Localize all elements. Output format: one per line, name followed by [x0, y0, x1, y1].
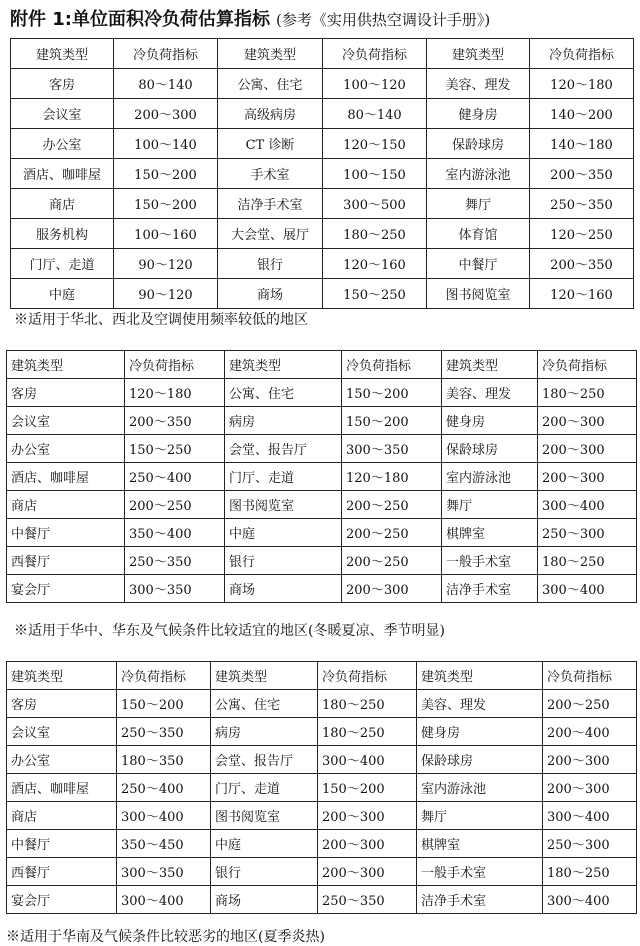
- cooling-load-cell: 300～400: [538, 491, 637, 519]
- cooling-load-cell: 90～120: [114, 249, 218, 279]
- header-cell: 建筑类型: [225, 351, 342, 379]
- cooling-load-cell: 100～140: [114, 129, 218, 159]
- cooling-load-cell: 200～400: [543, 718, 637, 746]
- building-type-cell: 西餐厅: [7, 858, 117, 886]
- building-type-cell: 门厅、走道: [211, 774, 318, 802]
- cooling-load-cell: 350～400: [125, 519, 225, 547]
- building-type-cell: 商场: [218, 279, 323, 309]
- cooling-load-cell: 300～400: [318, 746, 417, 774]
- building-type-cell: 客房: [7, 690, 117, 718]
- cooling-load-cell: 200～300: [318, 802, 417, 830]
- building-type-cell: 宴会厅: [7, 886, 117, 914]
- cooling-load-cell: 140～200: [530, 99, 634, 129]
- cooling-load-cell: 250～350: [125, 547, 225, 575]
- building-type-cell: 商场: [211, 886, 318, 914]
- cooling-load-cell: 250～300: [543, 830, 637, 858]
- cooling-load-table-2: [6, 350, 637, 603]
- cooling-load-cell: 120～160: [530, 279, 634, 309]
- cooling-load-cell: 200～300: [538, 407, 637, 435]
- building-type-cell: 洁净手术室: [417, 886, 543, 914]
- cooling-load-cell: 80～140: [323, 99, 427, 129]
- cooling-load-cell: 180～250: [538, 547, 637, 575]
- building-type-cell: 办公室: [11, 129, 114, 159]
- building-type-cell: 保龄球房: [442, 435, 538, 463]
- table-row: [7, 718, 637, 746]
- building-type-cell: 室内游泳池: [427, 159, 530, 189]
- header-cell: 冷负荷指标: [342, 351, 442, 379]
- header-cell: 建筑类型: [7, 662, 117, 690]
- building-type-cell: 图书阅览室: [211, 802, 318, 830]
- table-row: [7, 802, 637, 830]
- building-type-cell: 银行: [225, 547, 342, 575]
- building-type-cell: 办公室: [7, 746, 117, 774]
- building-type-cell: 客房: [11, 69, 114, 99]
- building-type-cell: 病房: [225, 407, 342, 435]
- building-type-cell: 公寓、住宅: [211, 690, 318, 718]
- table-row: [11, 159, 634, 189]
- cooling-load-cell: 150～200: [342, 379, 442, 407]
- cooling-load-cell: 120～180: [342, 463, 442, 491]
- cooling-load-cell: 200～250: [543, 690, 637, 718]
- building-type-cell: 棋牌室: [417, 830, 543, 858]
- building-type-cell: 美容、理发: [427, 69, 530, 99]
- building-type-cell: 酒店、咖啡屋: [7, 463, 125, 491]
- cooling-load-cell: 150～250: [323, 279, 427, 309]
- header-cell: 冷负荷指标: [114, 39, 218, 69]
- building-type-cell: 美容、理发: [442, 379, 538, 407]
- header-cell: 建筑类型: [442, 351, 538, 379]
- table-row: [7, 746, 637, 774]
- building-type-cell: 中餐厅: [7, 519, 125, 547]
- header-cell: 建筑类型: [218, 39, 323, 69]
- cooling-load-cell: 200～300: [318, 830, 417, 858]
- cooling-load-cell: 300～400: [117, 802, 211, 830]
- building-type-cell: 保龄球房: [427, 129, 530, 159]
- building-type-cell: 门厅、走道: [11, 249, 114, 279]
- cooling-load-cell: 250～350: [318, 886, 417, 914]
- title-main: 附件 1:单位面积冷负荷估算指标: [10, 9, 270, 30]
- cooling-load-cell: 200～300: [538, 463, 637, 491]
- header-cell: 冷负荷指标: [543, 662, 637, 690]
- table-header-row: [7, 351, 637, 379]
- page-title: [10, 6, 635, 34]
- cooling-load-cell: 90～120: [114, 279, 218, 309]
- header-cell: 建筑类型: [417, 662, 543, 690]
- building-type-cell: 棋牌室: [442, 519, 538, 547]
- table-row: [11, 279, 634, 309]
- header-cell: 冷负荷指标: [125, 351, 225, 379]
- cooling-load-cell: 300～400: [117, 886, 211, 914]
- cooling-load-cell: 150～200: [114, 159, 218, 189]
- cooling-load-cell: 200～350: [530, 159, 634, 189]
- cooling-load-cell: 100～160: [114, 219, 218, 249]
- cooling-load-cell: 120～150: [323, 129, 427, 159]
- cooling-load-cell: 100～120: [323, 69, 427, 99]
- cooling-load-cell: 200～250: [125, 491, 225, 519]
- building-type-cell: 酒店、咖啡屋: [11, 159, 114, 189]
- table-row: [11, 249, 634, 279]
- building-type-cell: 会议室: [7, 407, 125, 435]
- cooling-load-cell: 150～200: [117, 690, 211, 718]
- table-3-note: ※适用于华南及气候条件比较恶劣的地区(夏季炎热): [6, 929, 325, 945]
- table-row: [7, 858, 637, 886]
- table-header-row: [11, 39, 634, 69]
- cooling-load-cell: 100～150: [323, 159, 427, 189]
- cooling-load-cell: 150～200: [114, 189, 218, 219]
- building-type-cell: 商场: [225, 575, 342, 603]
- building-type-cell: 一般手术室: [442, 547, 538, 575]
- building-type-cell: 中餐厅: [427, 249, 530, 279]
- cooling-load-cell: 250～350: [117, 718, 211, 746]
- table-row: [7, 830, 637, 858]
- cooling-load-cell: 200～250: [342, 547, 442, 575]
- building-type-cell: 商店: [11, 189, 114, 219]
- table-row: [7, 690, 637, 718]
- header-cell: 冷负荷指标: [530, 39, 634, 69]
- building-type-cell: CT 诊断: [218, 129, 323, 159]
- building-type-cell: 健身房: [417, 718, 543, 746]
- cooling-load-cell: 120～180: [125, 379, 225, 407]
- table-row: [7, 491, 637, 519]
- table-row: [11, 99, 634, 129]
- building-type-cell: 会议室: [11, 99, 114, 129]
- building-type-cell: 中庭: [225, 519, 342, 547]
- cooling-load-table-3: [6, 661, 637, 914]
- building-type-cell: 舞厅: [417, 802, 543, 830]
- cooling-load-cell: 300～350: [342, 435, 442, 463]
- building-type-cell: 洁净手术室: [442, 575, 538, 603]
- table-row: [7, 435, 637, 463]
- cooling-load-cell: 300～350: [117, 858, 211, 886]
- building-type-cell: 大会堂、展厅: [218, 219, 323, 249]
- table-1-note: ※适用于华北、西北及空调使用频率较低的地区: [14, 312, 308, 328]
- cooling-load-cell: 200～250: [342, 519, 442, 547]
- cooling-load-cell: 120～180: [530, 69, 634, 99]
- cooling-load-cell: 300～400: [543, 802, 637, 830]
- cooling-load-cell: 200～350: [530, 249, 634, 279]
- building-type-cell: 银行: [218, 249, 323, 279]
- building-type-cell: 会堂、报告厅: [211, 746, 318, 774]
- building-type-cell: 洁净手术室: [218, 189, 323, 219]
- header-cell: 建筑类型: [211, 662, 318, 690]
- building-type-cell: 办公室: [7, 435, 125, 463]
- building-type-cell: 舞厅: [427, 189, 530, 219]
- cooling-load-cell: 250～300: [538, 519, 637, 547]
- table-body: [7, 662, 637, 914]
- cooling-load-cell: 300～400: [538, 575, 637, 603]
- cooling-load-cell: 150～200: [342, 407, 442, 435]
- table-row: [11, 219, 634, 249]
- cooling-load-cell: 200～300: [543, 746, 637, 774]
- cooling-load-cell: 150～250: [125, 435, 225, 463]
- cooling-load-cell: 200～300: [543, 774, 637, 802]
- cooling-load-cell: 350～450: [117, 830, 211, 858]
- cooling-load-cell: 200～300: [114, 99, 218, 129]
- building-type-cell: 门厅、走道: [225, 463, 342, 491]
- building-type-cell: 银行: [211, 858, 318, 886]
- cooling-load-cell: 150～200: [318, 774, 417, 802]
- table-2-note: ※适用于华中、华东及气候条件比较适宜的地区(冬暖夏凉、季节明显): [14, 623, 445, 639]
- building-type-cell: 舞厅: [442, 491, 538, 519]
- title-reference: (参考《实用供热空调设计手册》): [276, 11, 491, 29]
- table-row: [7, 407, 637, 435]
- cooling-load-cell: 250～400: [117, 774, 211, 802]
- cooling-load-cell: 200～250: [342, 491, 442, 519]
- building-type-cell: 手术室: [218, 159, 323, 189]
- cooling-load-cell: 120～160: [323, 249, 427, 279]
- table-body: [7, 351, 637, 603]
- cooling-load-cell: 250～400: [125, 463, 225, 491]
- cooling-load-cell: 200～300: [342, 575, 442, 603]
- building-type-cell: 公寓、住宅: [218, 69, 323, 99]
- header-cell: 建筑类型: [427, 39, 530, 69]
- table-body: [11, 39, 634, 309]
- building-type-cell: 病房: [211, 718, 318, 746]
- building-type-cell: 高级病房: [218, 99, 323, 129]
- cooling-load-cell: 180～250: [318, 718, 417, 746]
- table-header-row: [7, 662, 637, 690]
- cooling-load-cell: 300～400: [543, 886, 637, 914]
- building-type-cell: 会堂、报告厅: [225, 435, 342, 463]
- header-cell: 冷负荷指标: [323, 39, 427, 69]
- header-cell: 建筑类型: [11, 39, 114, 69]
- building-type-cell: 服务机构: [11, 219, 114, 249]
- building-type-cell: 商店: [7, 491, 125, 519]
- cooling-load-table-1: [10, 38, 634, 309]
- header-cell: 建筑类型: [7, 351, 125, 379]
- header-cell: 冷负荷指标: [538, 351, 637, 379]
- cooling-load-cell: 300～500: [323, 189, 427, 219]
- cooling-load-cell: 200～350: [125, 407, 225, 435]
- building-type-cell: 中庭: [211, 830, 318, 858]
- building-type-cell: 图书阅览室: [225, 491, 342, 519]
- building-type-cell: 西餐厅: [7, 547, 125, 575]
- cooling-load-cell: 180～250: [538, 379, 637, 407]
- building-type-cell: 中庭: [11, 279, 114, 309]
- cooling-load-cell: 300～350: [125, 575, 225, 603]
- cooling-load-cell: 200～300: [318, 858, 417, 886]
- table-row: [7, 463, 637, 491]
- building-type-cell: 保龄球房: [417, 746, 543, 774]
- table-row: [7, 886, 637, 914]
- cooling-load-cell: 250～350: [530, 189, 634, 219]
- header-cell: 冷负荷指标: [117, 662, 211, 690]
- cooling-load-cell: 180～250: [318, 690, 417, 718]
- table-row: [7, 379, 637, 407]
- building-type-cell: 图书阅览室: [427, 279, 530, 309]
- building-type-cell: 中餐厅: [7, 830, 117, 858]
- cooling-load-cell: 80～140: [114, 69, 218, 99]
- building-type-cell: 室内游泳池: [442, 463, 538, 491]
- cooling-load-cell: 120～250: [530, 219, 634, 249]
- table-row: [7, 774, 637, 802]
- building-type-cell: 室内游泳池: [417, 774, 543, 802]
- cooling-load-cell: 200～300: [538, 435, 637, 463]
- table-row: [7, 519, 637, 547]
- cooling-load-cell: 180～250: [323, 219, 427, 249]
- building-type-cell: 健身房: [427, 99, 530, 129]
- table-row: [7, 575, 637, 603]
- table-row: [11, 129, 634, 159]
- table-row: [11, 69, 634, 99]
- table-row: [7, 547, 637, 575]
- building-type-cell: 商店: [7, 802, 117, 830]
- header-cell: 冷负荷指标: [318, 662, 417, 690]
- building-type-cell: 健身房: [442, 407, 538, 435]
- building-type-cell: 宴会厅: [7, 575, 125, 603]
- building-type-cell: 酒店、咖啡屋: [7, 774, 117, 802]
- building-type-cell: 一般手术室: [417, 858, 543, 886]
- building-type-cell: 会议室: [7, 718, 117, 746]
- building-type-cell: 公寓、住宅: [225, 379, 342, 407]
- cooling-load-cell: 180～350: [117, 746, 211, 774]
- building-type-cell: 美容、理发: [417, 690, 543, 718]
- building-type-cell: 客房: [7, 379, 125, 407]
- cooling-load-cell: 180～250: [543, 858, 637, 886]
- building-type-cell: 体育馆: [427, 219, 530, 249]
- table-row: [11, 189, 634, 219]
- cooling-load-cell: 140～180: [530, 129, 634, 159]
